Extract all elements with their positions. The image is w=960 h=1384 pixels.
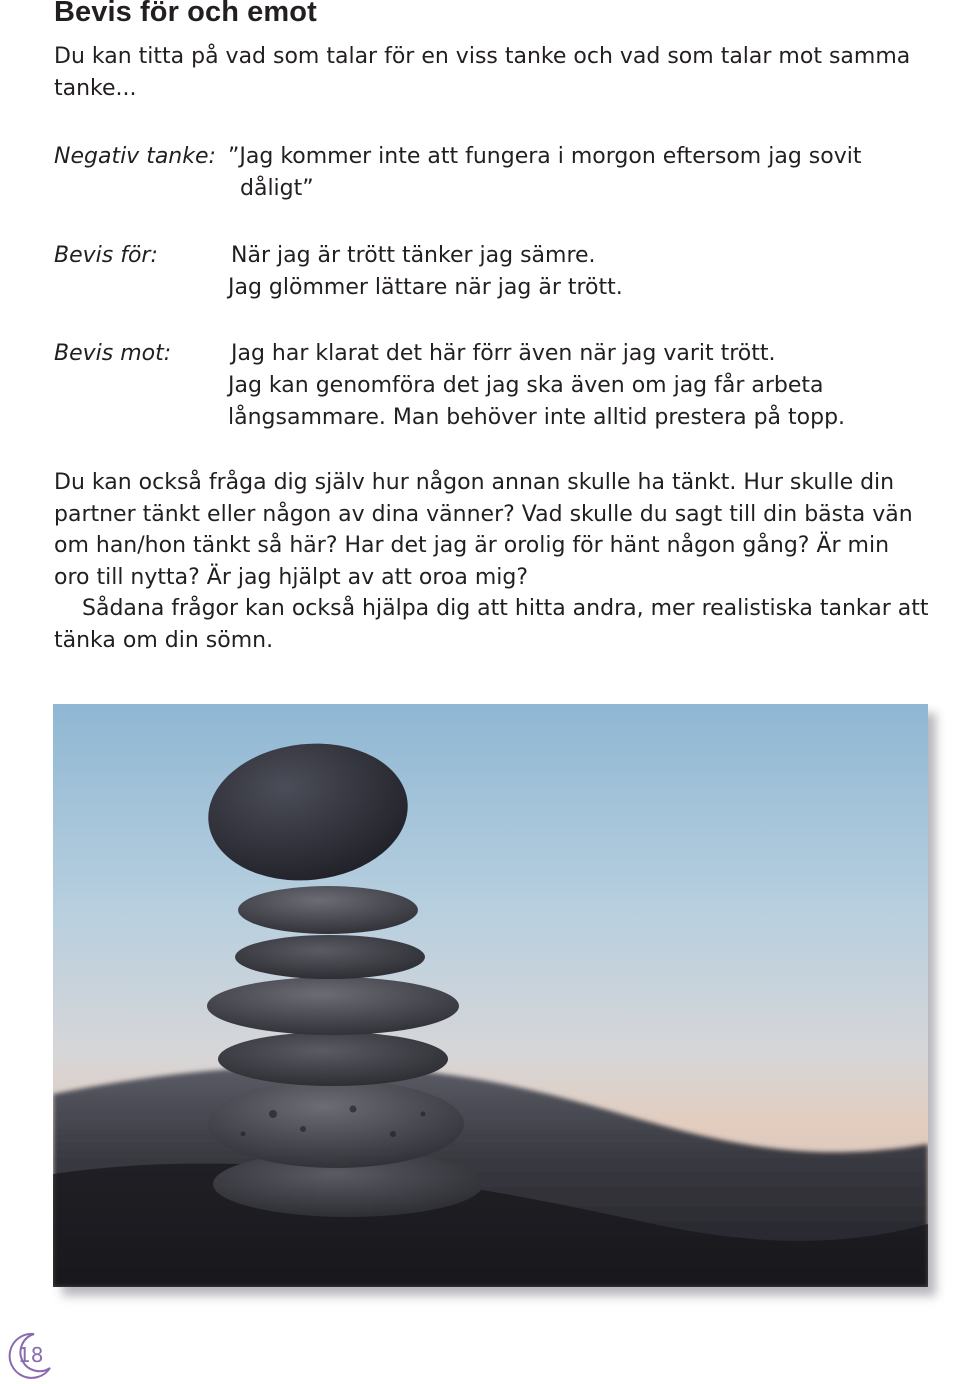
body-line-2: partner tänkt eller någon av dina vänner? Vad skulle du sagt till din bästa vän (54, 502, 913, 527)
evidence-against-line-2: Jag kan genomföra det jag ska även om jag får arbeta (228, 373, 824, 398)
stacked-stones-photo (53, 704, 928, 1287)
evidence-for-line-1: När jag är trött tänker jag sämre. (231, 243, 596, 268)
intro-line-2: tanke... (54, 76, 137, 101)
negative-thought-line-1: ”Jag kommer inte att fungera i morgon eftersom jag sovit (228, 144, 862, 169)
negative-thought-line-2: dåligt” (240, 176, 314, 201)
body-line-1: Du kan också fråga dig själv hur någon annan skulle ha tänkt. Hur skulle din (54, 470, 895, 495)
evidence-against-label: Bevis mot: (54, 341, 172, 366)
page-number-badge (4, 1330, 54, 1380)
body-line-6: tänka om din sömn. (54, 628, 274, 653)
page-title: Bevis för och emot (54, 0, 317, 28)
body-line-5: Sådana frågor kan också hjälpa dig att hitta andra, mer realistiska tankar att (82, 596, 929, 621)
body-line-3: om han/hon tänkt så här? Har det jag är orolig för hänt någon gång? Är min (54, 533, 890, 558)
evidence-for-label: Bevis för: (54, 243, 158, 268)
body-line-4: oro till nytta? Är jag hjälpt av att oroa mig? (54, 565, 529, 590)
evidence-against-line-1: Jag har klarat det här förr även när jag varit trött. (231, 341, 776, 366)
negative-thought-label: Negativ tanke: (54, 144, 216, 169)
evidence-against-line-3: långsammare. Man behöver inte alltid prestera på topp. (228, 405, 846, 430)
page-number: 18 (18, 1343, 44, 1367)
evidence-for-line-2: Jag glömmer lättare när jag är trött. (228, 275, 623, 300)
intro-line-1: Du kan titta på vad som talar för en viss tanke och vad som talar mot samma (54, 44, 911, 69)
